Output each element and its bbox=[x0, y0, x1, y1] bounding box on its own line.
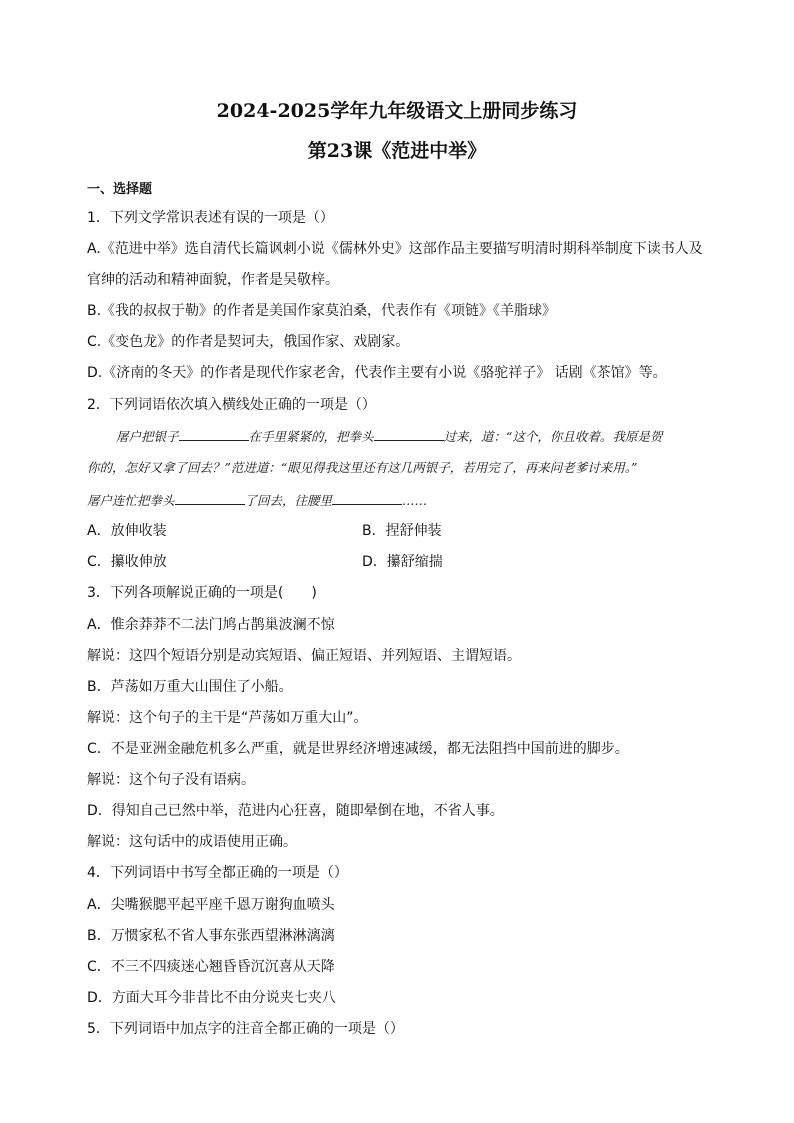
lesson-title: 第23课《范进中举》 bbox=[307, 140, 487, 162]
fill-blank-4 bbox=[332, 490, 402, 505]
q4-option-d: D．方面大耳今非昔比不由分说夹七夹八 bbox=[87, 990, 336, 1006]
q1-option-a-cont: 官绅的活动和精神面貌，作者是吴敬梓。 bbox=[87, 272, 339, 288]
q2-stem: 2．下列词语依次填入横线处正确的一项是（） bbox=[87, 397, 376, 413]
q3-explanation-c: 解说：这个句子没有语病。 bbox=[87, 772, 255, 788]
q3-option-a: A．惟余莽莽不二法门鸠占鹊巢波澜不惊 bbox=[87, 617, 335, 633]
q4-option-a: A．尖嘴猴腮平起平座千恩万谢狗血喷头 bbox=[87, 897, 335, 913]
q1-option-b: B.《我的叔叔于勒》的作者是美国作家莫泊桑，代表作有《项链》《羊脂球》 bbox=[87, 303, 557, 319]
passage-text: 了回去，往腰里 bbox=[244, 493, 333, 508]
q1-option-c: C.《变色龙》的作者是契诃夫，俄国作家、戏剧家。 bbox=[87, 334, 410, 350]
q3-option-d: D．得知自己已然中举，范进内心狂喜，随即晕倒在地，不省人事。 bbox=[87, 803, 504, 819]
q2-option-d: D．攥舒缩揣 bbox=[362, 554, 443, 570]
q3-stem: 3．下列各项解说正确的一项是( ) bbox=[87, 585, 317, 601]
q2-option-c: C．攥收伸放 bbox=[87, 554, 167, 570]
q4-stem: 4．下列词语中书写全都正确的一项是（） bbox=[87, 865, 348, 881]
q2-option-b: B．捏舒伸装 bbox=[362, 523, 442, 539]
q4-option-c: C．不三不四痰迷心翘昏昏沉沉喜从天降 bbox=[87, 959, 335, 975]
fill-blank-3 bbox=[175, 490, 245, 505]
passage-text: 过来，道：“这个，你且收着。我原是贺 bbox=[443, 429, 663, 444]
section-heading: 一、选择题 bbox=[87, 182, 153, 197]
q4-option-b: B．万惯家私不省人事东张西望淋淋漓漓 bbox=[87, 928, 335, 944]
q3-explanation-a: 解说：这四个短语分别是动宾短语、偏正短语、并列短语、主谓短语。 bbox=[87, 648, 521, 664]
q5-stem: 5．下列词语中加点字的注音全都正确的一项是（） bbox=[87, 1021, 404, 1037]
q1-option-d: D.《济南的冬天》的作者是现代作家老舍，代表作主要有小说《骆驼祥子》 话剧《茶馆》等。 bbox=[87, 365, 667, 381]
fill-blank-1 bbox=[179, 426, 249, 441]
page-title: 2024-2025学年九年级语文上册同步练习 bbox=[216, 100, 578, 122]
q2-passage-line2: 你的，怎好又拿了回去？”范进道：“眼见得我这里还有这几两银子，若用完了，再来问老爹讨来用。” bbox=[87, 460, 638, 475]
q2-passage-line1 bbox=[116, 426, 662, 445]
passage-text: 在手里紧紧的，把拳头 bbox=[248, 429, 374, 444]
q2-option-a: A．放伸收装 bbox=[87, 523, 167, 539]
q3-option-c: C．不是亚洲金融危机多么严重，就是世界经济增速减缓，都无法阻挡中国前进的脚步。 bbox=[87, 741, 629, 757]
passage-text: …… bbox=[402, 493, 428, 508]
passage-text: 屠户把银子 bbox=[116, 429, 179, 444]
fill-blank-2 bbox=[374, 426, 444, 441]
q2-passage-line3 bbox=[87, 490, 427, 509]
q3-explanation-b: 解说：这个句子的主干是“芦荡如万重大山”。 bbox=[87, 710, 368, 726]
q1-stem: 1．下列文学常识表述有误的一项是（） bbox=[87, 210, 334, 226]
q1-option-a: A.《范进中举》选自清代长篇讽刺小说《儒林外史》这部作品主要描写明清时期科举制度下读书人及 bbox=[87, 241, 703, 257]
passage-text: 屠户连忙把拳头 bbox=[87, 493, 175, 508]
q3-explanation-d: 解说：这句话中的成语使用正确。 bbox=[87, 834, 297, 850]
q3-option-b: B．芦荡如万重大山围住了小船。 bbox=[87, 679, 293, 695]
